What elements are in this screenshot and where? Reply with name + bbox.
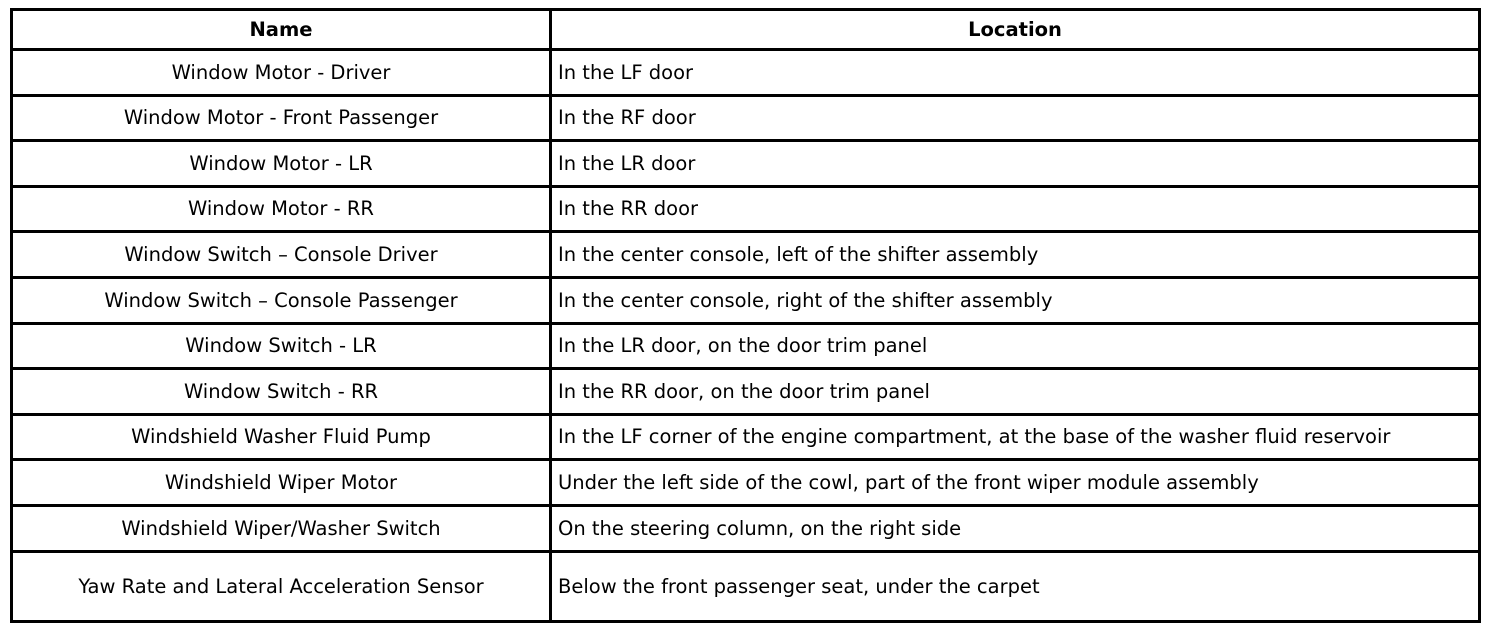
table-row xyxy=(12,50,1480,96)
component-name-cell: Window Switch - LR xyxy=(12,323,551,369)
component-location-cell: In the LR door, on the door trim panel xyxy=(551,323,1480,369)
component-name-cell: Window Motor - LR xyxy=(12,141,551,187)
location-column-header: Location xyxy=(551,10,1480,50)
component-location-cell: In the RR door, on the door trim panel xyxy=(551,369,1480,415)
table-row xyxy=(12,460,1480,506)
table-row xyxy=(12,186,1480,232)
component-name-cell: Window Motor - Front Passenger xyxy=(12,95,551,141)
table-row xyxy=(12,551,1480,621)
component-name-cell: Window Switch - RR xyxy=(12,369,551,415)
component-location-cell: Below the front passenger seat, under the carpet xyxy=(551,551,1480,621)
component-location-cell: In the LF door xyxy=(551,50,1480,96)
component-name-cell: Windshield Wiper Motor xyxy=(12,460,551,506)
component-location-cell: In the LF corner of the engine compartment, at the base of the washer fluid reservoir xyxy=(551,414,1480,460)
table-header-row xyxy=(12,10,1480,50)
table-header xyxy=(12,10,1480,50)
component-name-cell: Yaw Rate and Lateral Acceleration Sensor xyxy=(12,551,551,621)
component-name-cell: Window Motor - RR xyxy=(12,186,551,232)
component-name-cell: Window Switch – Console Passenger xyxy=(12,278,551,324)
component-name-cell: Windshield Wiper/Washer Switch xyxy=(12,506,551,552)
table-row xyxy=(12,414,1480,460)
name-column-header: Name xyxy=(12,10,551,50)
component-location-table xyxy=(10,8,1481,623)
table-row xyxy=(12,232,1480,278)
component-location-cell: In the LR door xyxy=(551,141,1480,187)
component-location-table-container xyxy=(10,8,1481,623)
component-name-cell: Window Switch – Console Driver xyxy=(12,232,551,278)
table-row xyxy=(12,369,1480,415)
component-name-cell: Windshield Washer Fluid Pump xyxy=(12,414,551,460)
table-row xyxy=(12,323,1480,369)
component-name-cell: Window Motor - Driver xyxy=(12,50,551,96)
table-body xyxy=(12,50,1480,622)
component-location-cell: Under the left side of the cowl, part of the front wiper module assembly xyxy=(551,460,1480,506)
table-row xyxy=(12,141,1480,187)
component-location-cell: In the center console, right of the shifter assembly xyxy=(551,278,1480,324)
component-location-cell: In the center console, left of the shifter assembly xyxy=(551,232,1480,278)
table-row xyxy=(12,278,1480,324)
component-location-cell: In the RF door xyxy=(551,95,1480,141)
component-location-cell: On the steering column, on the right side xyxy=(551,506,1480,552)
table-row xyxy=(12,95,1480,141)
table-row xyxy=(12,506,1480,552)
component-location-cell: In the RR door xyxy=(551,186,1480,232)
